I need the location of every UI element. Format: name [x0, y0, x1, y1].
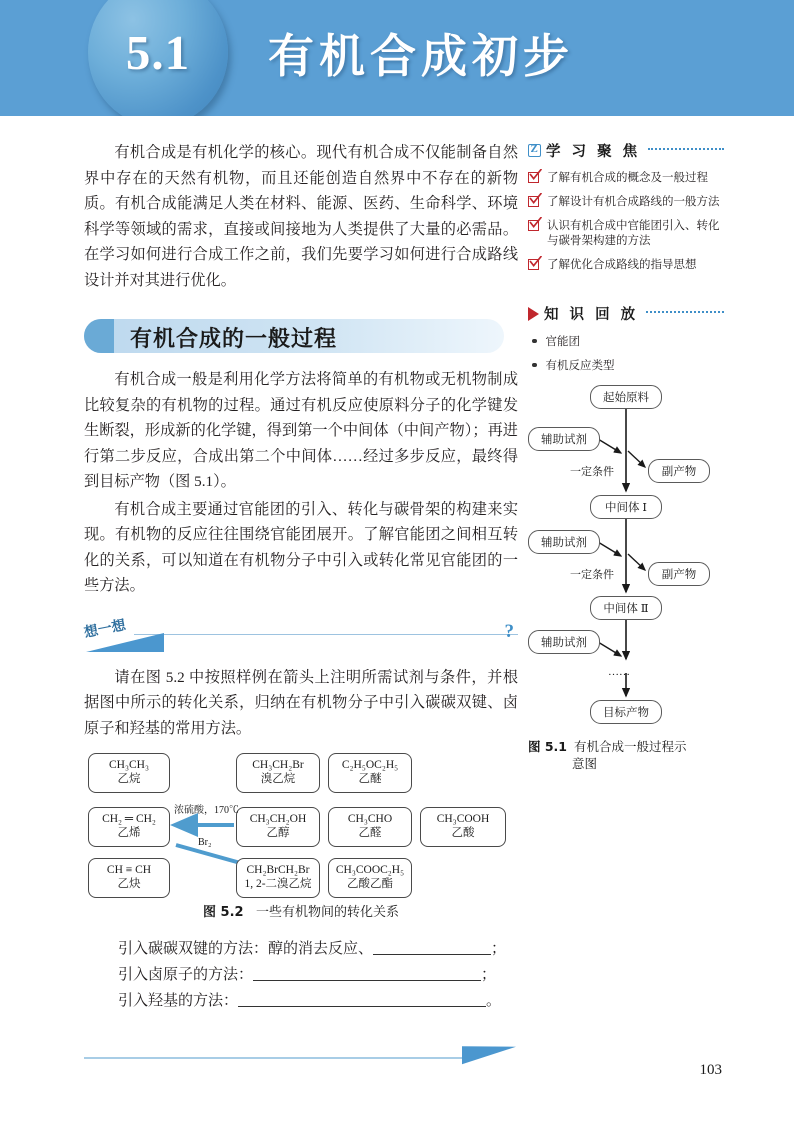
- compound-box-ethene: [88, 807, 170, 847]
- recall-heading: 知 识 回 放: [544, 307, 639, 323]
- bottom-arrow-decoration: [84, 1044, 518, 1070]
- blank-suffix: ；: [481, 967, 497, 983]
- focus-item-label: 了解优化合成路线的指导思想: [547, 257, 697, 271]
- focus-heading-row: [528, 140, 724, 161]
- recall-item: [528, 357, 724, 373]
- compound-box-ether: [328, 753, 412, 793]
- blank-prefix: 引入卤原子的方法：: [118, 967, 254, 983]
- compound-formula: CH₃CHO: [347, 813, 393, 825]
- figure-5-2-caption: [84, 901, 518, 920]
- compound-box-ethylacetate: [328, 858, 412, 898]
- section-heading: [84, 319, 504, 353]
- blank-input-line[interactable]: [373, 940, 491, 955]
- compound-name: 溴乙烷: [260, 773, 296, 785]
- compound-formula: CH₃CH₃: [109, 759, 149, 771]
- figure-5-1-flowchart: [528, 385, 724, 730]
- blank-prefix: 引入羟基的方法：: [118, 993, 239, 1009]
- compound-box-ethyne: [88, 858, 170, 898]
- focus-item-label: 了解设计有机合成路线的一般方法: [547, 194, 720, 208]
- sidebar: [528, 140, 724, 772]
- flow-label: 一定条件: [570, 569, 614, 581]
- compound-name: 乙酸乙酯: [347, 878, 393, 890]
- recall-item-label: 有机反应类型: [545, 358, 615, 372]
- checkbox-checked-icon: [528, 259, 541, 271]
- compound-box-ethanol: [236, 807, 320, 847]
- figure-5-1-caption-line1: 有机合成一般过程示: [574, 739, 687, 754]
- compound-name: 乙烯: [117, 827, 141, 839]
- reaction-condition-label: Br₂: [198, 837, 212, 848]
- recall-item-label: 官能团: [545, 334, 580, 348]
- intro-paragraph: 有机合成是有机化学的核心。现代有机合成不仅能制备自然界中存在的天然有机物，而且还能创造自然界中不存在的新物质。有机合成能满足人类在材料、能源、医药、生命科学、环境科学等领域的需求，直接或间接地为人类提供了大量的必需品。在学习如何进行合成工作之前，我们先要学习如何进行合成路线设计并对其进行优化。: [84, 144, 518, 289]
- figure-5-2-caption-label: 图 5.2: [203, 905, 244, 920]
- figure-5-1-caption-label: 图 5.1: [528, 739, 567, 754]
- compound-box-acetaldehyde: [328, 807, 412, 847]
- compound-name: 乙酸: [451, 827, 475, 839]
- compound-formula: CH₃CH₂OH: [249, 813, 307, 825]
- think-paragraph: 请在图 5.2 中按照样例在箭头上注明所需试剂与条件，并根据图中所示的转化关系，归纳在有机物分子中引入碳碳双键、卤原子和羟基的常用方法。: [84, 668, 518, 737]
- compound-name: 乙醛: [358, 827, 382, 839]
- page-number: 103: [699, 1062, 722, 1078]
- flow-node-aux3: 辅助试剂: [528, 630, 600, 654]
- blank-input-line[interactable]: [238, 992, 486, 1007]
- recall-heading-row: [528, 303, 724, 324]
- flow-node-aux1: 辅助试剂: [528, 427, 600, 451]
- compound-box-aceticacid: [420, 807, 506, 847]
- focus-item: [528, 170, 724, 185]
- figure-5-1-caption: [528, 738, 724, 772]
- checkbox-checked-icon: [528, 220, 541, 232]
- blank-input-line[interactable]: [253, 966, 481, 981]
- bookmark-icon: [528, 144, 541, 157]
- think-label: 想一想: [82, 616, 128, 641]
- compound-name: 1, 2-二溴乙烷: [244, 878, 312, 890]
- paragraph-3: 有机合成主要通过官能团的引入、转化与碳骨架的构建来实现。有机物的反应往往围绕官能团展开。了解官能团之间相互转化的关系，可以知道在有机物分子中引入或转化常见官能团的一些方法。: [84, 500, 518, 594]
- compound-formula: C₂H₅OC₂H₅: [341, 759, 399, 771]
- compound-formula: CH₂BrCH₂Br: [246, 864, 310, 876]
- flow-node-aux2: 辅助试剂: [528, 530, 600, 554]
- flow-node-by1: 副产物: [648, 459, 710, 483]
- paragraph-2: 有机合成一般是利用化学方法将简单的有机物或无机物制成比较复杂的有机物的过程。通过有机反应使原料分子的化学键发生断裂，形成新的化学键，得到第一个中间体（中间产物）；再进行第二步反应，合成出第二个中间体……经过多步反应，最终得到目标产物（图 5.1）。: [84, 371, 518, 490]
- section-heading-text: 有机合成的一般过程: [130, 327, 338, 352]
- flow-node-inter2: 中间体 Ⅱ: [590, 596, 662, 620]
- blank-row: [84, 936, 518, 962]
- figure-5-1-caption-line2: 意图: [572, 756, 598, 771]
- compound-formula: CH₃COOH: [436, 813, 490, 825]
- focus-heading: 学 习 聚 焦: [546, 144, 641, 160]
- compound-formula: CH₃CH₂Br: [252, 759, 304, 771]
- page-header: [0, 0, 794, 116]
- chapter-number: 5.1: [125, 24, 191, 80]
- blank-row: [84, 988, 518, 1014]
- compound-box-dibromoethane: [236, 858, 320, 898]
- play-triangle-icon: [528, 307, 539, 321]
- compound-formula: CH₂ ═ CH₂: [102, 813, 156, 825]
- blank-row: [84, 962, 518, 988]
- think-banner: [84, 617, 518, 659]
- main-column: [84, 140, 518, 1014]
- compound-name: 乙醇: [266, 827, 290, 839]
- section-heading-tab: [84, 319, 108, 353]
- fill-in-blanks: [84, 936, 518, 1014]
- recall-item: [528, 333, 724, 349]
- think-divider-line: [134, 634, 518, 636]
- bottom-arrow-head: [462, 1038, 516, 1065]
- figure-5-2: [84, 753, 518, 895]
- compound-box-bromoethane: [236, 753, 320, 793]
- bullet-icon: [532, 363, 537, 368]
- heading-dots-decoration: [646, 311, 724, 313]
- flow-label: ……: [608, 666, 630, 678]
- bottom-arrow-line: [84, 1057, 466, 1059]
- compound-name: 乙烷: [117, 773, 141, 785]
- focus-item-label: 了解有机合成的概念及一般过程: [547, 170, 708, 184]
- question-mark-icon: ?: [504, 620, 514, 642]
- compound-name: 乙醚: [358, 773, 382, 785]
- recall-list: [528, 333, 724, 373]
- bullet-icon: [532, 339, 537, 344]
- flow-node-start: 起始原料: [590, 385, 662, 409]
- compound-formula: CH₃COOC₂H₅: [335, 864, 405, 876]
- compound-box-ethane: [88, 753, 170, 793]
- heading-dots-decoration: [648, 148, 724, 150]
- focus-list: [528, 170, 724, 272]
- sidebar-spacer: [528, 281, 724, 303]
- blank-suffix: ；: [491, 941, 507, 957]
- page-title: 有机合成初步: [268, 29, 574, 83]
- focus-item: [528, 257, 724, 272]
- flow-node-target: 目标产物: [590, 700, 662, 724]
- focus-item: [528, 194, 724, 209]
- flow-node-inter1: 中间体 Ⅰ: [590, 495, 662, 519]
- checkbox-checked-icon: [528, 172, 541, 184]
- compound-name: 乙炔: [117, 878, 141, 890]
- blank-suffix: 。: [486, 993, 502, 1009]
- blank-prefix: 引入碳碳双键的方法：醇的消去反应、: [118, 941, 374, 957]
- figure-5-2-caption-text: 一些有机物间的转化关系: [255, 905, 399, 920]
- focus-item: [528, 218, 724, 248]
- flow-node-by2: 副产物: [648, 562, 710, 586]
- compound-formula: CH ≡ CH: [106, 864, 152, 876]
- checkbox-checked-icon: [528, 196, 541, 208]
- flow-label: 一定条件: [570, 466, 614, 478]
- reaction-condition-label: 浓硫酸，170℃: [174, 805, 239, 816]
- focus-item-label: 认识有机合成中官能团引入、转化与碳骨架构建的方法: [547, 218, 720, 247]
